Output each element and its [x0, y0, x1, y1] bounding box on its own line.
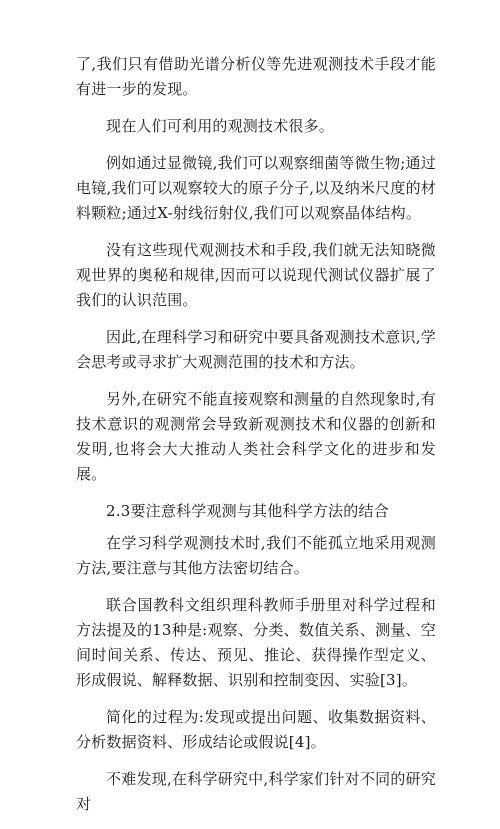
section-heading: 2.3要注意科学观测与其他科学方法的结合: [106, 502, 389, 520]
paragraph-truncated: 不难发现,在科学研究中,科学家们针对不同的研究对: [76, 770, 436, 813]
paragraph-unesco-handbook: 联合国教科文组织理科教师手册里对科学过程和方法提及的13种是:观察、分类、数值关系、测量、空间时间关系、传达、预见、推论、获得操作型定义、形成假说、解释数据、识别和控制变因、实验[3]。: [76, 596, 436, 689]
paragraph-micro-world: 没有这些现代观测技术和手段,我们就无法知晓微观世界的奥秘和规律,因而可以说现代测试仪器扩展了我们的认识范围。: [76, 241, 436, 309]
paragraph-continuation: 了,我们只有借助光谱分析仪等先进观测技术手段才能有进一步的发现。: [76, 55, 436, 98]
paragraph-microscope-examples: 例如通过显微镜,我们可以观察细菌等微生物;通过电镜,我们可以观察较大的原子分子,以及纳米尺度的材料颗粒;通过X-射线衍射仪,我们可以观察晶体结构。: [76, 154, 436, 222]
paragraph-simplified-process: 简化的过程为:发现或提出问题、收集数据资料、分析数据资料、形成结论或假说[4]。: [76, 708, 436, 751]
document-body: [76, 52, 436, 829]
paragraph-observation-techniques: 现在人们可利用的观测技术很多。: [106, 117, 335, 135]
paragraph-combine-methods: 在学习科学观测技术时,我们不能孤立地采用观测方法,要注意与其他方法密切结合。: [76, 534, 436, 577]
paragraph-additionally: 另外,在研究不能直接观察和测量的自然现象时,有技术意识的观测常会导致新观测技术和仪器的创新和发明,也将会大大推动人类社会科学文化的进步和发展。: [76, 390, 436, 483]
paragraph-therefore: 因此,在理科学习和研究中要具备观测技术意识,学会思考或寻求扩大观测范围的技术和方法。: [76, 328, 436, 371]
